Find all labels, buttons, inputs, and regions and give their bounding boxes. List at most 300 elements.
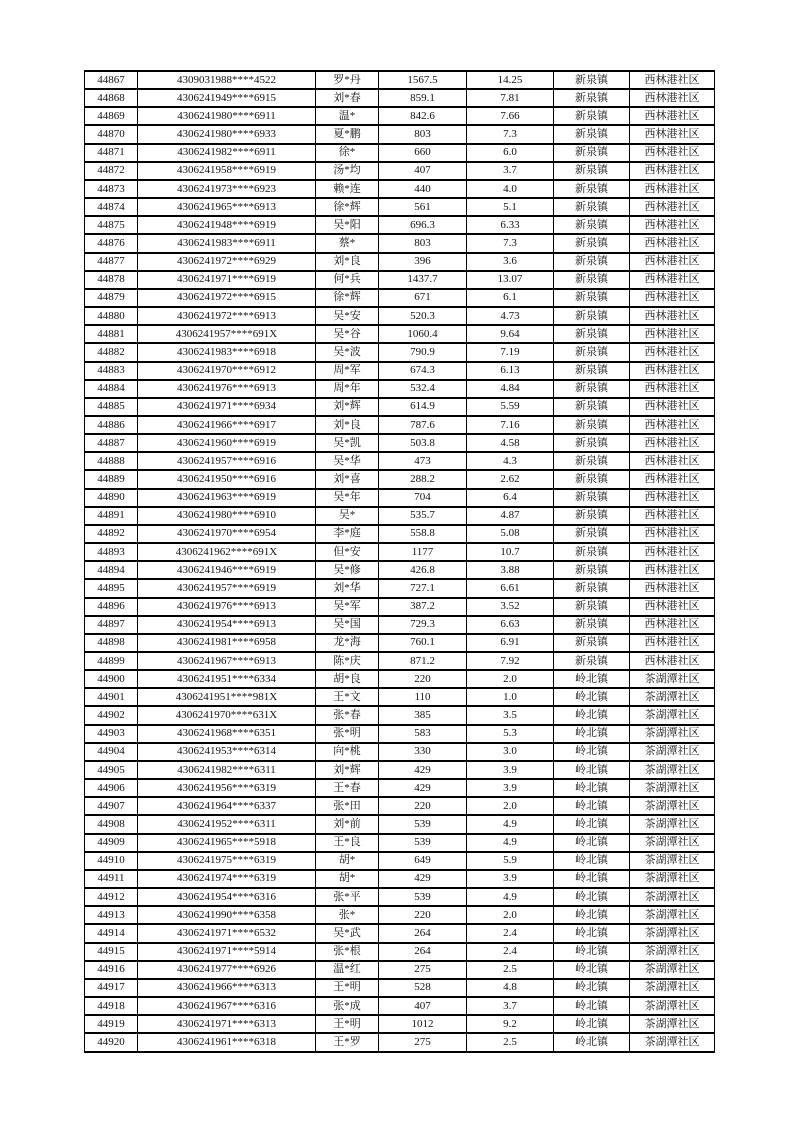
cell-id-number-masked: 4306241953****6314 <box>138 743 316 761</box>
cell-community: 西林港社区 <box>630 652 715 670</box>
cell-secondary-amount: 2.0 <box>467 797 554 815</box>
cell-name-masked: 吴*国 <box>316 616 379 634</box>
cell-amount: 503.8 <box>379 434 467 452</box>
cell-serial-number: 44901 <box>85 688 138 706</box>
cell-town: 岭北镇 <box>554 688 630 706</box>
cell-town: 新泉镇 <box>554 470 630 488</box>
cell-town: 新泉镇 <box>554 579 630 597</box>
table-row <box>85 852 715 870</box>
cell-id-number-masked: 4306241976****6913 <box>138 598 316 616</box>
cell-name-masked: 徐*辉 <box>316 289 379 307</box>
cell-id-number-masked: 4306241971****6532 <box>138 924 316 942</box>
cell-town: 岭北镇 <box>554 779 630 797</box>
cell-name-masked: 张*成 <box>316 997 379 1015</box>
cell-serial-number: 44891 <box>85 507 138 525</box>
cell-town: 岭北镇 <box>554 1015 630 1033</box>
cell-name-masked: 王*明 <box>316 1015 379 1033</box>
table-row <box>85 706 715 724</box>
table-row <box>85 579 715 597</box>
cell-name-masked: 张*明 <box>316 725 379 743</box>
cell-amount: 859.1 <box>379 89 467 107</box>
cell-community: 西林港社区 <box>630 89 715 107</box>
cell-community: 西林港社区 <box>630 234 715 252</box>
cell-secondary-amount: 6.1 <box>467 289 554 307</box>
table-row <box>85 652 715 670</box>
cell-town: 岭北镇 <box>554 725 630 743</box>
cell-secondary-amount: 6.0 <box>467 144 554 162</box>
cell-amount: 729.3 <box>379 616 467 634</box>
cell-secondary-amount: 6.13 <box>467 362 554 380</box>
cell-id-number-masked: 4306241963****6919 <box>138 489 316 507</box>
cell-serial-number: 44886 <box>85 416 138 434</box>
table-row <box>85 434 715 452</box>
cell-secondary-amount: 14.25 <box>467 71 554 89</box>
cell-serial-number: 44875 <box>85 216 138 234</box>
table-row <box>85 125 715 143</box>
cell-name-masked: 徐* <box>316 144 379 162</box>
cell-serial-number: 44895 <box>85 579 138 597</box>
cell-id-number-masked: 4306241965****5918 <box>138 834 316 852</box>
cell-amount: 1177 <box>379 543 467 561</box>
cell-id-number-masked: 4306241958****6919 <box>138 162 316 180</box>
cell-amount: 1060.4 <box>379 325 467 343</box>
cell-serial-number: 44904 <box>85 743 138 761</box>
table-row <box>85 979 715 997</box>
cell-community: 西林港社区 <box>630 634 715 652</box>
cell-town: 新泉镇 <box>554 561 630 579</box>
cell-name-masked: 吴*安 <box>316 307 379 325</box>
table-row <box>85 1015 715 1033</box>
cell-community: 西林港社区 <box>630 452 715 470</box>
cell-id-number-masked: 4306241980****6933 <box>138 125 316 143</box>
cell-amount: 787.6 <box>379 416 467 434</box>
cell-serial-number: 44906 <box>85 779 138 797</box>
cell-secondary-amount: 4.73 <box>467 307 554 325</box>
cell-town: 岭北镇 <box>554 943 630 961</box>
cell-town: 岭北镇 <box>554 797 630 815</box>
cell-id-number-masked: 4306241957****691X <box>138 325 316 343</box>
cell-name-masked: 刘*华 <box>316 579 379 597</box>
cell-secondary-amount: 4.8 <box>467 979 554 997</box>
cell-id-number-masked: 4306241977****6926 <box>138 961 316 979</box>
cell-id-number-masked: 4306241972****6913 <box>138 307 316 325</box>
cell-amount: 387.2 <box>379 598 467 616</box>
cell-amount: 264 <box>379 943 467 961</box>
cell-town: 岭北镇 <box>554 1033 630 1052</box>
cell-amount: 671 <box>379 289 467 307</box>
cell-serial-number: 44899 <box>85 652 138 670</box>
cell-town: 新泉镇 <box>554 598 630 616</box>
cell-town: 岭北镇 <box>554 961 630 979</box>
cell-town: 新泉镇 <box>554 253 630 271</box>
cell-secondary-amount: 4.58 <box>467 434 554 452</box>
cell-community: 茶湖潭社区 <box>630 743 715 761</box>
cell-amount: 264 <box>379 924 467 942</box>
cell-secondary-amount: 7.19 <box>467 343 554 361</box>
cell-name-masked: 吴*阳 <box>316 216 379 234</box>
table-row <box>85 470 715 488</box>
table-row <box>85 634 715 652</box>
cell-amount: 275 <box>379 961 467 979</box>
cell-name-masked: 陈*庆 <box>316 652 379 670</box>
cell-town: 新泉镇 <box>554 652 630 670</box>
cell-community: 茶湖潭社区 <box>630 888 715 906</box>
cell-serial-number: 44919 <box>85 1015 138 1033</box>
cell-community: 西林港社区 <box>630 71 715 89</box>
cell-serial-number: 44914 <box>85 924 138 942</box>
cell-name-masked: 周*年 <box>316 380 379 398</box>
cell-town: 新泉镇 <box>554 216 630 234</box>
table-row <box>85 561 715 579</box>
cell-community: 西林港社区 <box>630 271 715 289</box>
cell-name-masked: 张*春 <box>316 706 379 724</box>
table-row <box>85 779 715 797</box>
cell-community: 茶湖潭社区 <box>630 906 715 924</box>
cell-amount: 440 <box>379 180 467 198</box>
cell-name-masked: 王*罗 <box>316 1033 379 1052</box>
cell-town: 新泉镇 <box>554 234 630 252</box>
cell-id-number-masked: 4306241970****631X <box>138 706 316 724</box>
cell-secondary-amount: 3.7 <box>467 162 554 180</box>
cell-secondary-amount: 3.5 <box>467 706 554 724</box>
beneficiary-table <box>84 70 715 1053</box>
cell-id-number-masked: 4306241960****6919 <box>138 434 316 452</box>
cell-serial-number: 44898 <box>85 634 138 652</box>
cell-town: 新泉镇 <box>554 71 630 89</box>
cell-secondary-amount: 2.5 <box>467 1033 554 1052</box>
cell-amount: 429 <box>379 870 467 888</box>
cell-name-masked: 吴*军 <box>316 598 379 616</box>
cell-serial-number: 44873 <box>85 180 138 198</box>
cell-amount: 871.2 <box>379 652 467 670</box>
table-row <box>85 507 715 525</box>
table-row <box>85 888 715 906</box>
cell-community: 西林港社区 <box>630 525 715 543</box>
cell-serial-number: 44918 <box>85 997 138 1015</box>
cell-serial-number: 44896 <box>85 598 138 616</box>
cell-id-number-masked: 4306241954****6913 <box>138 616 316 634</box>
cell-serial-number: 44871 <box>85 144 138 162</box>
cell-serial-number: 44915 <box>85 943 138 961</box>
cell-serial-number: 44879 <box>85 289 138 307</box>
cell-secondary-amount: 13.07 <box>467 271 554 289</box>
cell-name-masked: 刘*辉 <box>316 398 379 416</box>
cell-id-number-masked: 4306241967****6316 <box>138 997 316 1015</box>
cell-town: 岭北镇 <box>554 706 630 724</box>
cell-secondary-amount: 10.7 <box>467 543 554 561</box>
cell-serial-number: 44913 <box>85 906 138 924</box>
cell-amount: 473 <box>379 452 467 470</box>
cell-serial-number: 44877 <box>85 253 138 271</box>
table-row <box>85 543 715 561</box>
cell-town: 岭北镇 <box>554 979 630 997</box>
cell-town: 岭北镇 <box>554 924 630 942</box>
cell-id-number-masked: 4306241971****6919 <box>138 271 316 289</box>
cell-community: 西林港社区 <box>630 616 715 634</box>
cell-id-number-masked: 4306241980****6911 <box>138 107 316 125</box>
cell-id-number-masked: 4306241957****6919 <box>138 579 316 597</box>
table-row <box>85 670 715 688</box>
cell-community: 茶湖潭社区 <box>630 961 715 979</box>
table-row <box>85 688 715 706</box>
cell-amount: 528 <box>379 979 467 997</box>
cell-amount: 803 <box>379 125 467 143</box>
cell-serial-number: 44916 <box>85 961 138 979</box>
cell-community: 茶湖潭社区 <box>630 670 715 688</box>
cell-town: 新泉镇 <box>554 307 630 325</box>
cell-town: 新泉镇 <box>554 180 630 198</box>
cell-name-masked: 张*根 <box>316 943 379 961</box>
table-row <box>85 253 715 271</box>
cell-community: 西林港社区 <box>630 416 715 434</box>
cell-town: 岭北镇 <box>554 997 630 1015</box>
cell-id-number-masked: 4306241966****6917 <box>138 416 316 434</box>
cell-secondary-amount: 2.0 <box>467 670 554 688</box>
table-row <box>85 815 715 833</box>
cell-id-number-masked: 4309031988****4522 <box>138 71 316 89</box>
cell-community: 茶湖潭社区 <box>630 870 715 888</box>
cell-serial-number: 44889 <box>85 470 138 488</box>
cell-community: 茶湖潭社区 <box>630 997 715 1015</box>
cell-secondary-amount: 4.0 <box>467 180 554 198</box>
cell-name-masked: 张* <box>316 906 379 924</box>
cell-secondary-amount: 2.4 <box>467 924 554 942</box>
cell-name-masked: 温*红 <box>316 961 379 979</box>
table-row <box>85 198 715 216</box>
cell-secondary-amount: 7.92 <box>467 652 554 670</box>
table-row <box>85 598 715 616</box>
table-row <box>85 743 715 761</box>
cell-id-number-masked: 4306241973****6923 <box>138 180 316 198</box>
cell-community: 茶湖潭社区 <box>630 924 715 942</box>
table-row <box>85 271 715 289</box>
cell-town: 岭北镇 <box>554 906 630 924</box>
cell-amount: 727.1 <box>379 579 467 597</box>
cell-amount: 760.1 <box>379 634 467 652</box>
cell-amount: 288.2 <box>379 470 467 488</box>
cell-name-masked: 赖*连 <box>316 180 379 198</box>
table-row <box>85 416 715 434</box>
cell-community: 西林港社区 <box>630 162 715 180</box>
cell-community: 西林港社区 <box>630 380 715 398</box>
cell-amount: 1567.5 <box>379 71 467 89</box>
cell-serial-number: 44888 <box>85 452 138 470</box>
cell-id-number-masked: 4306241968****6351 <box>138 725 316 743</box>
cell-town: 新泉镇 <box>554 543 630 561</box>
table-row <box>85 325 715 343</box>
table-row <box>85 216 715 234</box>
cell-town: 岭北镇 <box>554 834 630 852</box>
table-row <box>85 997 715 1015</box>
cell-community: 西林港社区 <box>630 507 715 525</box>
cell-id-number-masked: 4306241983****6911 <box>138 234 316 252</box>
table-row <box>85 489 715 507</box>
cell-name-masked: 吴*凯 <box>316 434 379 452</box>
cell-community: 茶湖潭社区 <box>630 979 715 997</box>
cell-id-number-masked: 4306241982****6311 <box>138 761 316 779</box>
cell-serial-number: 44910 <box>85 852 138 870</box>
cell-community: 西林港社区 <box>630 180 715 198</box>
table-row <box>85 870 715 888</box>
cell-secondary-amount: 6.91 <box>467 634 554 652</box>
cell-town: 新泉镇 <box>554 634 630 652</box>
cell-community: 茶湖潭社区 <box>630 688 715 706</box>
cell-serial-number: 44881 <box>85 325 138 343</box>
cell-secondary-amount: 4.84 <box>467 380 554 398</box>
cell-town: 岭北镇 <box>554 888 630 906</box>
cell-town: 新泉镇 <box>554 125 630 143</box>
cell-secondary-amount: 7.3 <box>467 234 554 252</box>
cell-id-number-masked: 4306241957****6916 <box>138 452 316 470</box>
table-row <box>85 71 715 89</box>
cell-name-masked: 胡*良 <box>316 670 379 688</box>
cell-town: 新泉镇 <box>554 162 630 180</box>
cell-amount: 220 <box>379 670 467 688</box>
table-row <box>85 725 715 743</box>
cell-community: 茶湖潭社区 <box>630 779 715 797</box>
cell-town: 新泉镇 <box>554 289 630 307</box>
cell-name-masked: 吴*年 <box>316 489 379 507</box>
cell-serial-number: 44902 <box>85 706 138 724</box>
cell-id-number-masked: 4306241983****6918 <box>138 343 316 361</box>
cell-secondary-amount: 5.08 <box>467 525 554 543</box>
cell-secondary-amount: 2.5 <box>467 961 554 979</box>
cell-name-masked: 张*平 <box>316 888 379 906</box>
cell-id-number-masked: 4306241946****6919 <box>138 561 316 579</box>
cell-amount: 429 <box>379 761 467 779</box>
cell-id-number-masked: 4306241949****6915 <box>138 89 316 107</box>
cell-town: 新泉镇 <box>554 489 630 507</box>
cell-amount: 275 <box>379 1033 467 1052</box>
cell-town: 新泉镇 <box>554 398 630 416</box>
cell-amount: 220 <box>379 797 467 815</box>
table-row <box>85 380 715 398</box>
cell-name-masked: 王*春 <box>316 779 379 797</box>
cell-community: 西林港社区 <box>630 216 715 234</box>
cell-name-masked: 刘*春 <box>316 89 379 107</box>
cell-town: 新泉镇 <box>554 434 630 452</box>
cell-name-masked: 李*庭 <box>316 525 379 543</box>
cell-amount: 532.4 <box>379 380 467 398</box>
cell-town: 岭北镇 <box>554 670 630 688</box>
cell-name-masked: 向*桃 <box>316 743 379 761</box>
cell-name-masked: 吴*谷 <box>316 325 379 343</box>
cell-name-masked: 胡* <box>316 870 379 888</box>
cell-secondary-amount: 7.3 <box>467 125 554 143</box>
cell-id-number-masked: 4306241951****981X <box>138 688 316 706</box>
cell-community: 茶湖潭社区 <box>630 943 715 961</box>
cell-amount: 803 <box>379 234 467 252</box>
cell-secondary-amount: 4.87 <box>467 507 554 525</box>
cell-id-number-masked: 4306241971****5914 <box>138 943 316 961</box>
table-row <box>85 144 715 162</box>
cell-community: 西林港社区 <box>630 434 715 452</box>
cell-amount: 539 <box>379 815 467 833</box>
cell-amount: 674.3 <box>379 362 467 380</box>
cell-amount: 1437.7 <box>379 271 467 289</box>
cell-town: 新泉镇 <box>554 416 630 434</box>
table-row <box>85 162 715 180</box>
cell-serial-number: 44897 <box>85 616 138 634</box>
cell-name-masked: 蔡* <box>316 234 379 252</box>
table-row <box>85 362 715 380</box>
cell-serial-number: 44911 <box>85 870 138 888</box>
cell-secondary-amount: 3.52 <box>467 598 554 616</box>
cell-id-number-masked: 4306241975****6319 <box>138 852 316 870</box>
cell-amount: 696.3 <box>379 216 467 234</box>
cell-name-masked: 周*军 <box>316 362 379 380</box>
cell-amount: 1012 <box>379 1015 467 1033</box>
cell-secondary-amount: 3.7 <box>467 997 554 1015</box>
cell-amount: 704 <box>379 489 467 507</box>
cell-amount: 583 <box>379 725 467 743</box>
cell-secondary-amount: 3.6 <box>467 253 554 271</box>
cell-serial-number: 44870 <box>85 125 138 143</box>
cell-serial-number: 44905 <box>85 761 138 779</box>
cell-id-number-masked: 4306241952****6311 <box>138 815 316 833</box>
cell-secondary-amount: 5.9 <box>467 852 554 870</box>
table-row <box>85 1033 715 1052</box>
cell-id-number-masked: 4306241980****6910 <box>138 507 316 525</box>
cell-secondary-amount: 2.62 <box>467 470 554 488</box>
cell-id-number-masked: 4306241972****6915 <box>138 289 316 307</box>
cell-amount: 561 <box>379 198 467 216</box>
cell-name-masked: 刘*喜 <box>316 470 379 488</box>
cell-id-number-masked: 4306241950****6916 <box>138 470 316 488</box>
cell-amount: 842.6 <box>379 107 467 125</box>
cell-serial-number: 44890 <box>85 489 138 507</box>
cell-amount: 407 <box>379 162 467 180</box>
cell-id-number-masked: 4306241981****6958 <box>138 634 316 652</box>
table-row <box>85 343 715 361</box>
cell-name-masked: 刘*辉 <box>316 761 379 779</box>
cell-community: 茶湖潭社区 <box>630 797 715 815</box>
cell-community: 西林港社区 <box>630 198 715 216</box>
table-row <box>85 924 715 942</box>
cell-serial-number: 44880 <box>85 307 138 325</box>
table-row <box>85 616 715 634</box>
cell-amount: 220 <box>379 906 467 924</box>
cell-secondary-amount: 9.64 <box>467 325 554 343</box>
cell-name-masked: 吴* <box>316 507 379 525</box>
table-row <box>85 107 715 125</box>
cell-name-masked: 吴*华 <box>316 452 379 470</box>
table-row <box>85 943 715 961</box>
cell-serial-number: 44869 <box>85 107 138 125</box>
cell-amount: 614.9 <box>379 398 467 416</box>
cell-community: 西林港社区 <box>630 125 715 143</box>
cell-amount: 426.8 <box>379 561 467 579</box>
cell-id-number-masked: 4306241967****6913 <box>138 652 316 670</box>
cell-secondary-amount: 9.2 <box>467 1015 554 1033</box>
cell-community: 西林港社区 <box>630 253 715 271</box>
cell-name-masked: 徐*辉 <box>316 198 379 216</box>
cell-serial-number: 44883 <box>85 362 138 380</box>
cell-amount: 558.8 <box>379 525 467 543</box>
cell-town: 新泉镇 <box>554 380 630 398</box>
cell-amount: 539 <box>379 888 467 906</box>
cell-serial-number: 44882 <box>85 343 138 361</box>
cell-id-number-masked: 4306241956****6319 <box>138 779 316 797</box>
cell-id-number-masked: 4306241948****6919 <box>138 216 316 234</box>
cell-amount: 396 <box>379 253 467 271</box>
cell-secondary-amount: 3.9 <box>467 779 554 797</box>
cell-community: 西林港社区 <box>630 561 715 579</box>
cell-name-masked: 龙*海 <box>316 634 379 652</box>
cell-town: 新泉镇 <box>554 89 630 107</box>
cell-serial-number: 44894 <box>85 561 138 579</box>
cell-id-number-masked: 4306241971****6934 <box>138 398 316 416</box>
